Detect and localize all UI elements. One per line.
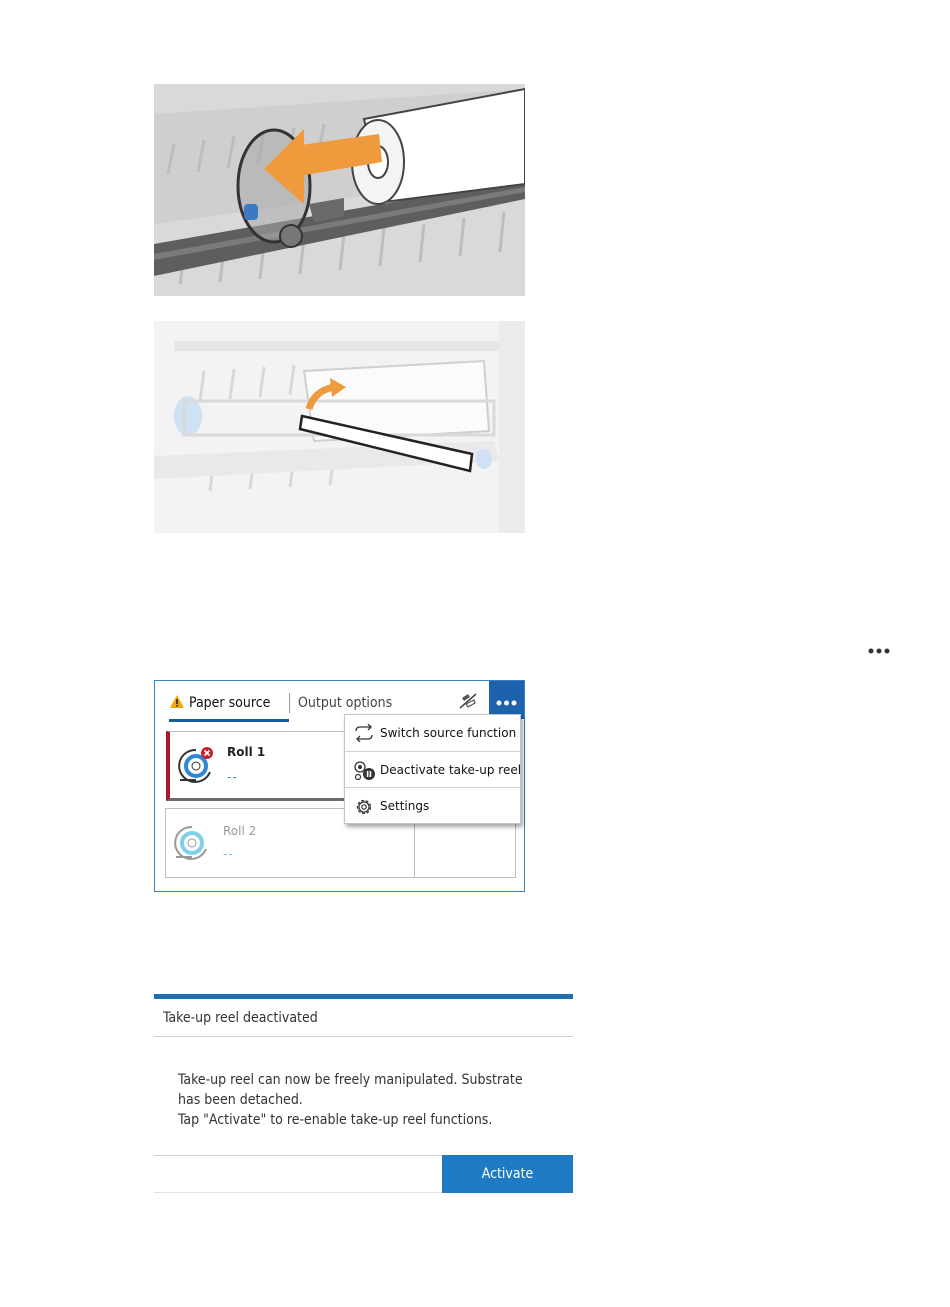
tab-output-options[interactable]: Output options (298, 695, 393, 711)
roll-1-card[interactable] (166, 731, 351, 801)
roll-error-icon (176, 746, 216, 784)
menu-label-switch-source: Switch source function (380, 726, 517, 740)
unload-icon[interactable] (458, 692, 478, 710)
options-menu (344, 714, 521, 824)
spindle-loading-drawing (154, 84, 525, 296)
tab-paper-source-label: Paper source (189, 695, 271, 711)
dialog-message-line: Tap "Activate" to re-enable take-up reel functions. (178, 1112, 493, 1128)
roll-1-status: -- (227, 770, 238, 784)
activate-button[interactable]: Activate (442, 1155, 573, 1193)
roll-icon (172, 823, 212, 861)
roll-2-name: Roll 2 (223, 824, 257, 838)
tab-divider (289, 693, 290, 713)
menu-item-deactivate-reel[interactable] (345, 751, 520, 788)
menu-item-switch-source[interactable] (345, 715, 520, 751)
menu-label-deactivate-reel: Deactivate take-up reel (380, 763, 522, 777)
roll-2-status: -- (223, 847, 234, 861)
dialog-title-divider (154, 1036, 573, 1037)
menu-item-settings[interactable] (345, 787, 520, 824)
menu-label-settings: Settings (380, 799, 430, 813)
paper-guide-drawing (154, 321, 525, 533)
dialog-message (178, 1070, 548, 1130)
gear-icon (354, 797, 374, 817)
dialog-message-line: Take-up reel can now be freely manipulated. Substrate (178, 1072, 523, 1088)
tab-paper-source[interactable] (169, 681, 289, 722)
switch-arrows-icon (354, 724, 374, 742)
dialog-top-bar (154, 994, 573, 999)
more-options-icon (866, 646, 892, 656)
dialog-title: Take-up reel deactivated (163, 1010, 318, 1026)
take-up-reel-pause-icon (354, 761, 376, 781)
paper-guide-illustration (154, 321, 525, 533)
roll-1-name: Roll 1 (227, 745, 266, 759)
dialog-message-line: has been detached. (178, 1092, 303, 1108)
warning-icon (169, 694, 185, 709)
take-up-reel-dialog (154, 994, 573, 1194)
spindle-loading-illustration (154, 84, 525, 296)
paper-source-screen (154, 680, 525, 892)
